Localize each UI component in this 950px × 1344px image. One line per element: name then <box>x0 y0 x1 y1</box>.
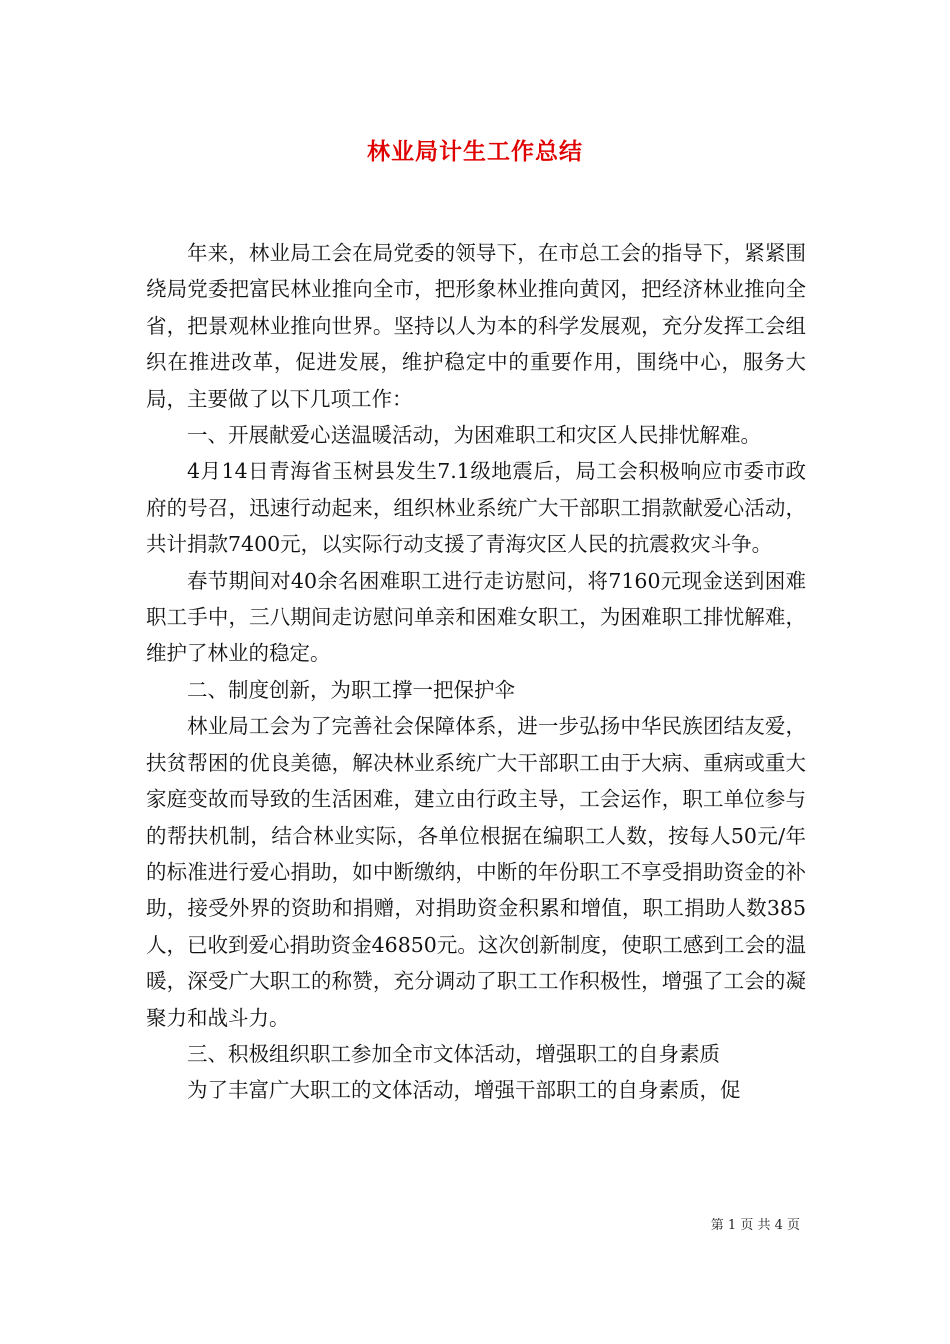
paragraph-intro: 年来，林业局工会在局党委的领导下，在市总工会的指导下，紧紧围绕局党委把富民林业推向全市，把形象林业推向黄冈，把经济林业推向全省，把景观林业推向世界。坚持以人为本的科学发展观，充分发挥工会组织在推进改革，促进发展，维护稳定中的重要作用，围绕中心，服务大局，主要做了以下几项工作： <box>146 241 806 411</box>
paragraph-earthquake-donation: 4月14日青海省玉树县发生7.1级地震后，局工会积极响应市委市政府的号召，迅速行动起来，组织林业系统广大干部职工捐款献爱心活动，共计捐款7400元，以实际行动支援了青海灾区人民的抗震救灾斗争。 <box>146 459 806 557</box>
section-heading-1: 一、开展献爱心送温暖活动，为困难职工和灾区人民排忧解难。 <box>187 423 761 448</box>
page-number-footer: 第 1 页 共 4 页 <box>710 1218 800 1233</box>
document-title: 林业局计生工作总结 <box>367 139 583 165</box>
paragraph-institution-innovation: 林业局工会为了完善社会保障体系，进一步弘扬中华民族团结友爱，扶贫帮困的优良美德，解决林业系统广大干部职工由于大病、重病或重大家庭变故而导致的生活困难，建立由行政主导，工会运作，职工单位参与的帮扶机制，结合林业实际，各单位根据在编职工人数，按每人50元/年的标准进行爱心捐助，如中断缴纳，中断的年份职工不享受捐助资金的补助，接受外界的资助和捐赠，对捐助资金积累和增值，职工捐助人数385人，已收到爱心捐助资金46850元。这次创新制度，使职工感到工会的温暖，深受广大职工的称赞，充分调动了职工工作积极性，增强了工会的凝聚力和战斗力。 <box>146 714 806 1030</box>
document-body <box>146 235 806 1109</box>
section-heading-3: 三、积极组织职工参加全市文体活动，增强职工的自身素质 <box>187 1041 720 1066</box>
section-heading-2: 二、制度创新，为职工撑一把保护伞 <box>187 677 515 702</box>
paragraph-cultural-activities: 为了丰富广大职工的文体活动，增强干部职工的自身素质，促 <box>187 1078 741 1103</box>
paragraph-spring-festival-visits: 春节期间对40余名困难职工进行走访慰问，将7160元现金送到困难职工手中，三八期间走访慰问单亲和困难女职工，为困难职工排忧解难，维护了林业的稳定。 <box>146 568 806 666</box>
